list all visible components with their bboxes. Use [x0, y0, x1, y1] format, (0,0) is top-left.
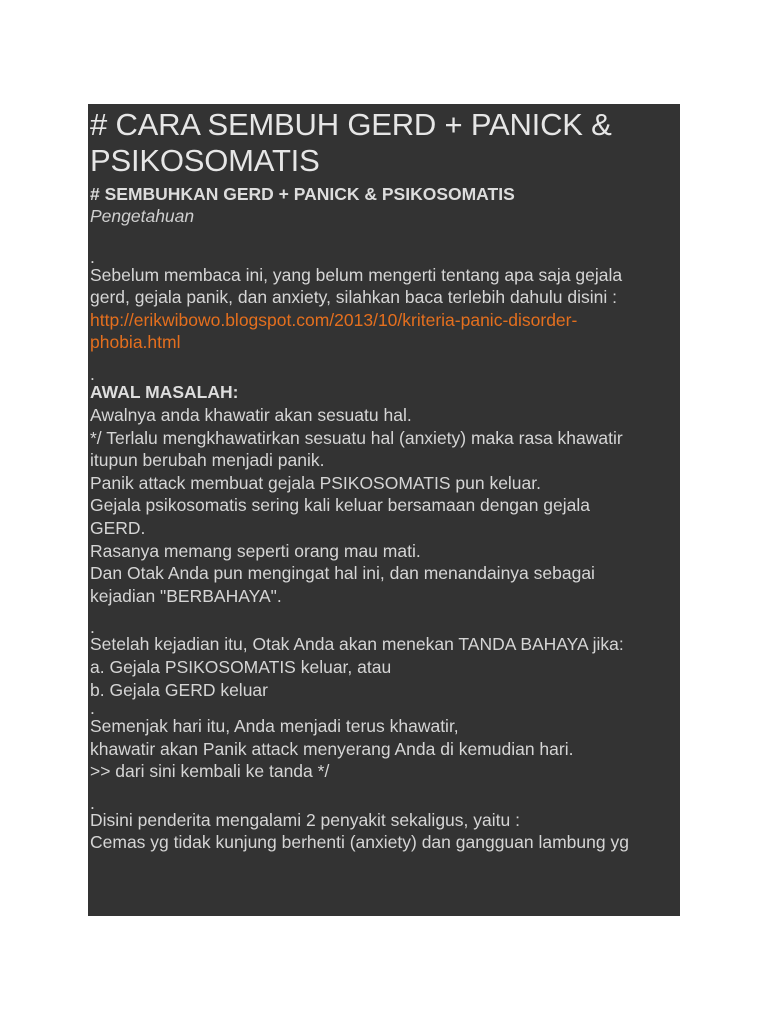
paragraph-line: Rasanya memang seperti orang mau mati. — [90, 540, 421, 561]
intro-line: gerd, gejala panik, dan anxiety, silahkan baca terlebih dahulu disini : — [90, 287, 617, 308]
paragraph-line: itupun berubah menjadi panik. — [90, 450, 325, 471]
paragraph-line: */ Terlalu mengkhawatirkan sesuatu hal (anxiety) maka rasa khawatir — [90, 427, 623, 448]
separator-dot: . — [90, 792, 95, 813]
reference-link[interactable] — [90, 309, 680, 354]
paragraph-line: Panik attack membuat gejala PSIKOSOMATIS pun keluar. — [90, 472, 542, 493]
paragraph-line: Gejala psikosomatis sering kali keluar bersamaan dengan gejala — [90, 495, 591, 516]
page-subtitle: # SEMBUHKAN GERD + PANICK & PSIKOSOMATIS — [90, 184, 515, 204]
spacer — [90, 227, 680, 250]
section-heading: AWAL MASALAH: — [90, 381, 239, 402]
link-line: phobia.html — [90, 332, 181, 353]
paragraph-line: >> dari sini kembali ke tanda */ — [90, 761, 330, 782]
separator-dot: . — [90, 246, 95, 267]
separator-dot: . — [90, 617, 95, 638]
spacer — [90, 783, 680, 797]
separator-dot: . — [90, 698, 95, 719]
page-title — [90, 107, 680, 179]
paragraph-line: a. Gejala PSIKOSOMATIS keluar, atau — [90, 656, 392, 677]
paragraph-line: GERD. — [90, 517, 146, 538]
title-line: # CARA SEMBUH GERD + PANICK & — [90, 107, 612, 142]
category-label: Pengetahuan — [90, 206, 195, 226]
paragraph-line: Setelah kejadian itu, Otak Anda akan menekan TANDA BAHAYA jika: — [90, 634, 624, 655]
title-line: PSIKOSOMATIS — [90, 143, 320, 178]
separator-dot: . — [90, 363, 95, 384]
intro-line: Sebelum membaca ini, yang belum mengerti tentang apa saja gejala — [90, 264, 623, 285]
spacer — [90, 354, 680, 368]
paragraph-line: kejadian "BERBAHAYA". — [90, 585, 282, 606]
paragraph-line: Awalnya anda khawatir akan sesuatu hal. — [90, 404, 412, 425]
paragraph-line: b. Gejala GERD keluar — [90, 679, 268, 700]
paragraph-line: khawatir akan Panik attack menyerang Anda di kemudian hari. — [90, 738, 574, 759]
article-body — [90, 227, 680, 854]
document-page — [88, 104, 680, 916]
paragraph-line: Dan Otak Anda pun mengingat hal ini, dan menandainya sebagai — [90, 563, 595, 584]
paragraph-line: Disini penderita mengalami 2 penyakit sekaligus, yaitu : — [90, 809, 520, 830]
spacer — [90, 607, 680, 621]
paragraph-line: Cemas yg tidak kunjung berhenti (anxiety) dan gangguan lambung yg — [90, 832, 629, 853]
paragraph-line: Semenjak hari itu, Anda menjadi terus khawatir, — [90, 716, 459, 737]
link-line: http://erikwibowo.blogspot.com/2013/10/kriteria-panic-disorder- — [90, 309, 578, 330]
